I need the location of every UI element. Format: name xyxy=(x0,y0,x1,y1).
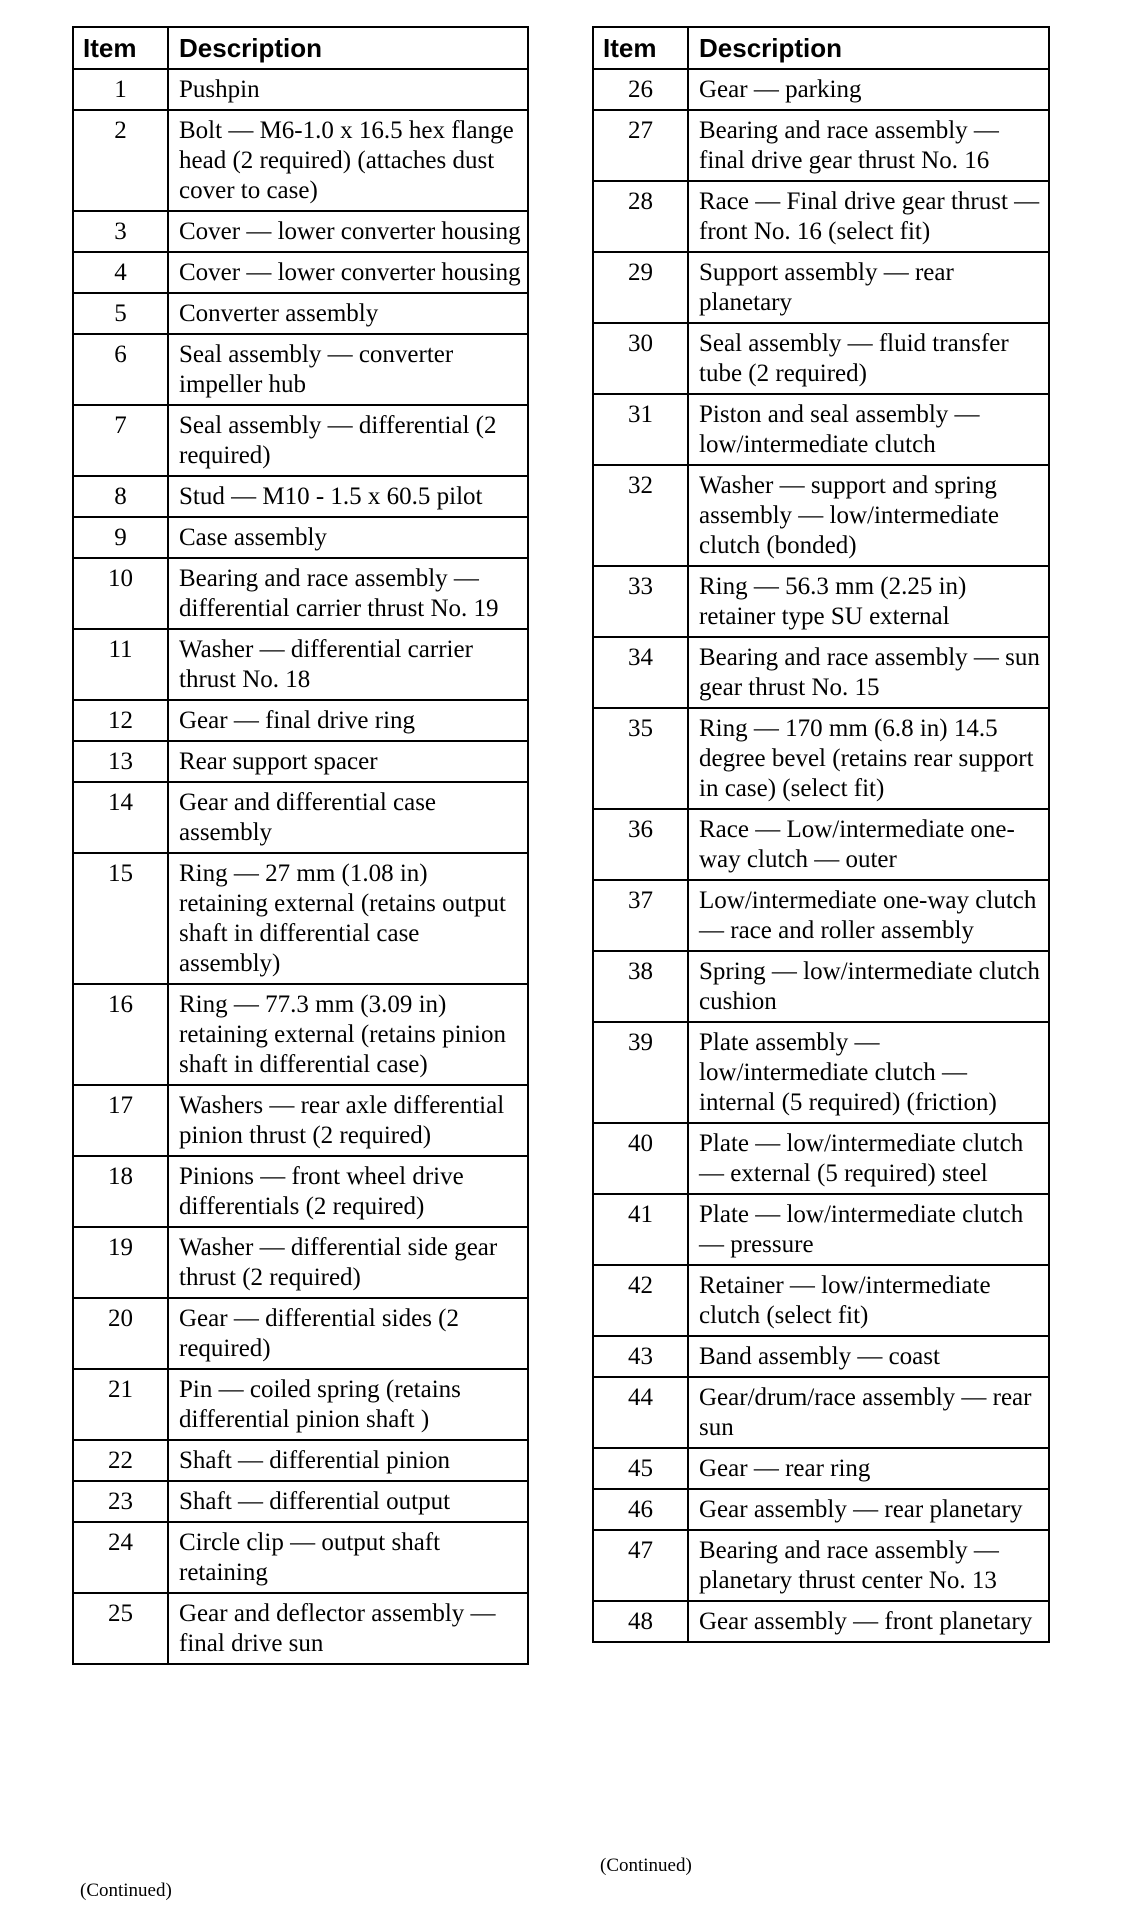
item-description: Washers — rear axle differential pinion thrust (2 required) xyxy=(168,1085,528,1156)
table-row xyxy=(593,566,1049,637)
item-number: 42 xyxy=(593,1265,688,1336)
item-number: 20 xyxy=(73,1298,168,1369)
continued-note: (Continued) xyxy=(80,1880,172,1901)
table-row xyxy=(73,211,528,252)
table-row xyxy=(73,517,528,558)
table-row xyxy=(593,951,1049,1022)
item-description: Washer — differential side gear thrust (2 required) xyxy=(168,1227,528,1298)
table-row xyxy=(73,110,528,211)
item-description: Circle clip — output shaft retaining xyxy=(168,1522,528,1593)
item-number: 21 xyxy=(73,1369,168,1440)
item-description: Washer — differential carrier thrust No. 18 xyxy=(168,629,528,700)
item-description: Gear — rear ring xyxy=(688,1448,1049,1489)
item-number: 29 xyxy=(593,252,688,323)
table-row xyxy=(73,984,528,1085)
item-description: Plate assembly — low/intermediate clutch — internal (5 required) (friction) xyxy=(688,1022,1049,1123)
item-number: 8 xyxy=(73,476,168,517)
table-row xyxy=(73,293,528,334)
item-number: 13 xyxy=(73,741,168,782)
table-row xyxy=(73,252,528,293)
item-number: 41 xyxy=(593,1194,688,1265)
item-number: 23 xyxy=(73,1481,168,1522)
table-row xyxy=(73,558,528,629)
item-description: Retainer — low/intermediate clutch (select fit) xyxy=(688,1265,1049,1336)
table-row xyxy=(593,880,1049,951)
item-number: 17 xyxy=(73,1085,168,1156)
item-description: Bearing and race assembly — sun gear thrust No. 15 xyxy=(688,637,1049,708)
description-header: Description xyxy=(168,27,528,69)
table-row xyxy=(73,700,528,741)
table-row xyxy=(73,1481,528,1522)
item-description: Bearing and race assembly — final drive gear thrust No. 16 xyxy=(688,110,1049,181)
table-row xyxy=(593,1448,1049,1489)
item-number: 35 xyxy=(593,708,688,809)
item-number: 44 xyxy=(593,1377,688,1448)
item-number: 47 xyxy=(593,1530,688,1601)
item-header: Item xyxy=(593,27,688,69)
item-description: Low/intermediate one-way clutch — race and roller assembly xyxy=(688,880,1049,951)
item-description: Pin — coiled spring (retains differential pinion shaft ) xyxy=(168,1369,528,1440)
item-description: Bolt — M6-1.0 x 16.5 hex flange head (2 required) (attaches dust cover to case) xyxy=(168,110,528,211)
item-number: 43 xyxy=(593,1336,688,1377)
item-number: 31 xyxy=(593,394,688,465)
continued-note: (Continued) xyxy=(600,1855,692,1876)
item-header: Item xyxy=(73,27,168,69)
table-row xyxy=(593,69,1049,110)
item-description: Gear assembly — rear planetary xyxy=(688,1489,1049,1530)
item-description: Case assembly xyxy=(168,517,528,558)
item-number: 22 xyxy=(73,1440,168,1481)
item-number: 36 xyxy=(593,809,688,880)
table-row xyxy=(593,181,1049,252)
item-number: 33 xyxy=(593,566,688,637)
description-header: Description xyxy=(688,27,1049,69)
item-description: Seal assembly — differential (2 required) xyxy=(168,405,528,476)
table-row xyxy=(593,1530,1049,1601)
item-description: Rear support spacer xyxy=(168,741,528,782)
item-number: 34 xyxy=(593,637,688,708)
table-row xyxy=(593,708,1049,809)
item-number: 9 xyxy=(73,517,168,558)
table-row xyxy=(73,476,528,517)
table-row xyxy=(73,1156,528,1227)
item-number: 30 xyxy=(593,323,688,394)
table-row xyxy=(73,1369,528,1440)
table-row xyxy=(73,782,528,853)
item-description: Stud — M10 - 1.5 x 60.5 pilot xyxy=(168,476,528,517)
item-number: 19 xyxy=(73,1227,168,1298)
table-row xyxy=(73,1522,528,1593)
table-row xyxy=(73,1593,528,1664)
table-row xyxy=(593,1194,1049,1265)
item-number: 7 xyxy=(73,405,168,476)
left-parts-table xyxy=(72,26,529,1665)
table-row xyxy=(593,252,1049,323)
table-row xyxy=(73,1440,528,1481)
item-description: Gear — final drive ring xyxy=(168,700,528,741)
table-row xyxy=(73,1298,528,1369)
item-description: Plate — low/intermediate clutch — external (5 required) steel xyxy=(688,1123,1049,1194)
item-number: 39 xyxy=(593,1022,688,1123)
item-description: Gear/drum/race assembly — rear sun xyxy=(688,1377,1049,1448)
header-row xyxy=(73,27,528,69)
item-number: 46 xyxy=(593,1489,688,1530)
item-description: Race — Low/intermediate one-way clutch — outer xyxy=(688,809,1049,880)
table-row xyxy=(593,394,1049,465)
table-row xyxy=(593,1022,1049,1123)
item-number: 37 xyxy=(593,880,688,951)
item-description: Shaft — differential pinion xyxy=(168,1440,528,1481)
item-number: 27 xyxy=(593,110,688,181)
item-number: 28 xyxy=(593,181,688,252)
table-row xyxy=(73,741,528,782)
item-number: 15 xyxy=(73,853,168,984)
table-row xyxy=(73,629,528,700)
parts-table xyxy=(592,26,1050,1643)
table-row xyxy=(593,1265,1049,1336)
item-number: 11 xyxy=(73,629,168,700)
item-description: Piston and seal assembly — low/intermediate clutch xyxy=(688,394,1049,465)
item-number: 4 xyxy=(73,252,168,293)
right-parts-table xyxy=(592,26,1050,1643)
item-number: 3 xyxy=(73,211,168,252)
item-description: Ring — 56.3 mm (2.25 in) retainer type SU external xyxy=(688,566,1049,637)
item-description: Washer — support and spring assembly — low/intermediate clutch (bonded) xyxy=(688,465,1049,566)
item-number: 32 xyxy=(593,465,688,566)
item-description: Shaft — differential output xyxy=(168,1481,528,1522)
table-row xyxy=(593,1336,1049,1377)
item-description: Ring — 170 mm (6.8 in) 14.5 degree bevel (retains rear support in case) (select fit) xyxy=(688,708,1049,809)
item-description: Cover — lower converter housing xyxy=(168,211,528,252)
item-description: Band assembly — coast xyxy=(688,1336,1049,1377)
item-number: 14 xyxy=(73,782,168,853)
table-row xyxy=(73,1085,528,1156)
table-row xyxy=(593,1601,1049,1642)
parts-table xyxy=(72,26,529,1665)
item-number: 16 xyxy=(73,984,168,1085)
item-number: 40 xyxy=(593,1123,688,1194)
item-number: 48 xyxy=(593,1601,688,1642)
item-description: Ring — 77.3 mm (3.09 in) retaining external (retains pinion shaft in differential case) xyxy=(168,984,528,1085)
item-description: Cover — lower converter housing xyxy=(168,252,528,293)
table-row xyxy=(73,1227,528,1298)
item-description: Seal assembly — fluid transfer tube (2 required) xyxy=(688,323,1049,394)
item-description: Gear and deflector assembly — final drive sun xyxy=(168,1593,528,1664)
item-description: Bearing and race assembly — planetary thrust center No. 13 xyxy=(688,1530,1049,1601)
item-description: Spring — low/intermediate clutch cushion xyxy=(688,951,1049,1022)
item-number: 5 xyxy=(73,293,168,334)
item-description: Pushpin xyxy=(168,69,528,110)
item-description: Converter assembly xyxy=(168,293,528,334)
item-number: 26 xyxy=(593,69,688,110)
table-row xyxy=(73,334,528,405)
item-number: 25 xyxy=(73,1593,168,1664)
item-number: 12 xyxy=(73,700,168,741)
item-description: Bearing and race assembly — differential carrier thrust No. 19 xyxy=(168,558,528,629)
item-number: 2 xyxy=(73,110,168,211)
item-number: 45 xyxy=(593,1448,688,1489)
item-description: Seal assembly — converter impeller hub xyxy=(168,334,528,405)
table-row xyxy=(593,1123,1049,1194)
table-row xyxy=(73,853,528,984)
item-description: Gear and differential case assembly xyxy=(168,782,528,853)
item-description: Gear — parking xyxy=(688,69,1049,110)
table-row xyxy=(593,110,1049,181)
header-row xyxy=(593,27,1049,69)
item-number: 18 xyxy=(73,1156,168,1227)
item-number: 1 xyxy=(73,69,168,110)
table-row xyxy=(593,465,1049,566)
table-row xyxy=(593,1489,1049,1530)
item-number: 6 xyxy=(73,334,168,405)
item-description: Gear assembly — front planetary xyxy=(688,1601,1049,1642)
item-number: 38 xyxy=(593,951,688,1022)
item-description: Race — Final drive gear thrust — front No. 16 (select fit) xyxy=(688,181,1049,252)
item-description: Support assembly — rear planetary xyxy=(688,252,1049,323)
item-description: Plate — low/intermediate clutch — pressure xyxy=(688,1194,1049,1265)
table-row xyxy=(593,637,1049,708)
table-row xyxy=(593,323,1049,394)
item-description: Pinions — front wheel drive differentials (2 required) xyxy=(168,1156,528,1227)
table-row xyxy=(593,809,1049,880)
table-row xyxy=(73,405,528,476)
table-row xyxy=(73,69,528,110)
item-description: Gear — differential sides (2 required) xyxy=(168,1298,528,1369)
table-row xyxy=(593,1377,1049,1448)
item-number: 24 xyxy=(73,1522,168,1593)
item-number: 10 xyxy=(73,558,168,629)
item-description: Ring — 27 mm (1.08 in) retaining external (retains output shaft in differential case assembly) xyxy=(168,853,528,984)
